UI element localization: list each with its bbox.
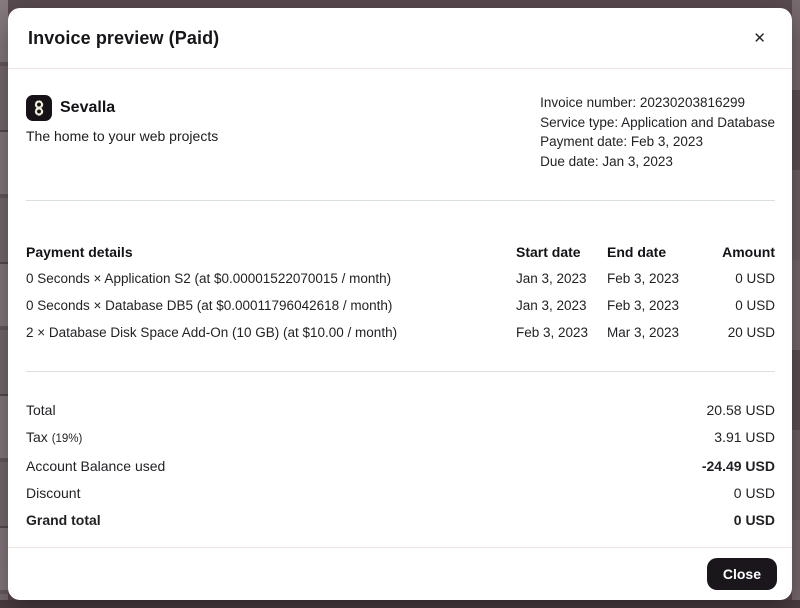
page-overlay-bottom — [0, 600, 800, 608]
row-end-date: Feb 3, 2023 — [607, 298, 680, 313]
due-date: Due date: Jan 3, 2023 — [540, 153, 673, 169]
row-description: 2 × Database Disk Space Add-On (10 GB) (at $10.00 / month) — [26, 325, 398, 340]
page-overlay-right — [792, 0, 800, 608]
close-icon[interactable]: ✕ — [749, 27, 770, 50]
tax-label-text: Tax — [26, 429, 48, 445]
sevalla-logo-icon — [26, 95, 52, 121]
table-row — [26, 299, 775, 313]
row-amount: 20 USD — [727, 325, 775, 340]
total-value: 20.58 USD — [706, 402, 775, 418]
row-end-date: Mar 3, 2023 — [607, 325, 680, 340]
brand-block — [26, 95, 218, 171]
brand-logo-row — [26, 95, 218, 121]
row-start-date: Jan 3, 2023 — [516, 298, 587, 313]
discount-label: Discount — [26, 485, 81, 501]
modal-footer — [8, 547, 792, 600]
row-amount: 0 USD — [735, 298, 775, 313]
total-row — [26, 403, 775, 417]
tax-rate-note: (19%) — [51, 433, 83, 445]
grand-total-row — [26, 513, 775, 527]
table-header-row — [26, 245, 775, 259]
tax-value: 3.91 USD — [714, 429, 775, 445]
total-label: Total — [26, 402, 56, 418]
invoice-preview-modal — [8, 8, 792, 600]
tax-row — [26, 430, 775, 446]
brand-name: Sevalla — [60, 99, 116, 116]
account-balance-value: -24.49 USD — [701, 458, 775, 474]
header-start-date: Start date — [516, 244, 581, 260]
payment-details-table — [26, 245, 775, 340]
discount-value: 0 USD — [733, 485, 775, 501]
table-row — [26, 272, 775, 286]
totals-section — [26, 403, 775, 527]
header-end-date: End date — [607, 244, 667, 260]
modal-title: Invoice preview (Paid) — [28, 28, 220, 48]
invoice-number: Invoice number: 20230203816299 — [540, 95, 746, 110]
row-start-date: Jan 3, 2023 — [516, 271, 587, 286]
discount-row — [26, 486, 775, 500]
section-divider-top — [26, 200, 775, 201]
grand-total-label: Grand total — [26, 512, 101, 528]
invoice-header-section — [26, 95, 775, 171]
account-balance-label: Account Balance used — [26, 458, 166, 474]
table-row — [26, 326, 775, 340]
payment-date: Payment date: Feb 3, 2023 — [540, 134, 703, 149]
header-payment-details: Payment details — [26, 244, 133, 260]
row-amount: 0 USD — [735, 271, 775, 286]
header-amount: Amount — [722, 244, 775, 260]
brand-tagline: The home to your web projects — [26, 128, 219, 144]
account-balance-row — [26, 459, 775, 473]
row-description: 0 Seconds × Application S2 (at $0.00001522070015 / month) — [26, 271, 392, 286]
page-overlay-left — [0, 0, 8, 608]
section-divider-bottom — [26, 371, 775, 372]
service-type: Service type: Application and Database — [540, 114, 775, 130]
row-description: 0 Seconds × Database DB5 (at $0.00011796042618 / month) — [26, 298, 393, 313]
grand-total-value: 0 USD — [733, 512, 775, 528]
tax-label — [26, 430, 82, 446]
row-start-date: Feb 3, 2023 — [516, 325, 589, 340]
modal-header — [8, 8, 792, 69]
invoice-meta — [540, 93, 775, 171]
modal-body — [8, 69, 792, 547]
close-button[interactable]: Close — [707, 558, 777, 590]
row-end-date: Feb 3, 2023 — [607, 271, 680, 286]
